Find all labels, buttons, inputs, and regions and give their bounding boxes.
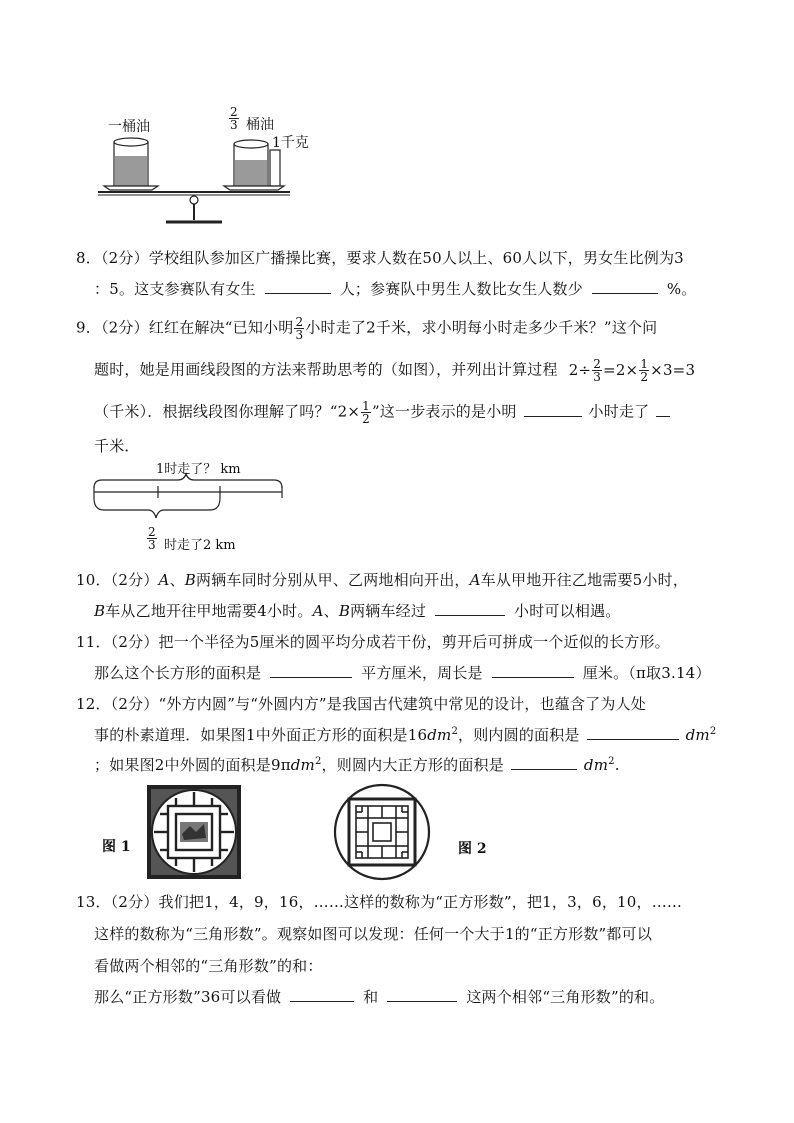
q8-blank-girls	[265, 278, 331, 294]
q10-sep: 、	[169, 571, 185, 589]
scale-figure	[96, 100, 316, 232]
fraction-denominator: 2	[640, 370, 649, 384]
q8-text-a: ：5。这支参赛队有女生	[94, 280, 256, 298]
scale-weight-label: 1千克	[272, 135, 309, 151]
fraction-denominator: 3	[148, 538, 156, 552]
fraction-numerator: 2	[148, 525, 156, 539]
q10-var-b3: B	[338, 602, 351, 620]
q12-period: .	[614, 756, 620, 774]
q11-blank-perimeter	[492, 662, 574, 678]
q9-line3	[94, 400, 670, 425]
segment-bottom-fraction	[147, 526, 157, 551]
fig12-figure-1	[146, 784, 242, 880]
q11-line1: 11．（2分）把一个半径为5厘米的圆平均分成若干份，剪开后可拼成一个近似的长方形。	[76, 633, 670, 651]
q12-line3	[94, 754, 620, 775]
fraction-denominator: 3	[295, 328, 304, 342]
q9-text-a: 9．（2分）红红在解决“已知小明	[76, 318, 294, 337]
q9-formula-c: ×3=3	[650, 360, 696, 379]
q10-var-a3: A	[312, 602, 324, 620]
q12-sq-4: 2	[608, 756, 615, 767]
fraction-numerator: 1	[362, 399, 370, 413]
q9-fraction-two-thirds	[294, 316, 304, 341]
segment-bottom-label: 时走了2 km	[164, 538, 236, 553]
q11-text-a: 那么这个长方形的面积是	[94, 664, 262, 682]
q10-blank-hours	[435, 600, 505, 616]
q10-text-d: 车从乙地开往甲地需要4小时。	[105, 602, 313, 620]
q10-text-a: 10．（2分）	[76, 571, 159, 589]
q9-formula	[568, 357, 696, 384]
fig12-figure-2	[332, 782, 432, 882]
q9-blank-km	[656, 401, 670, 417]
q12-sq-2: 2	[709, 726, 717, 737]
q9-text-b: 小时走了2千米，求小明每小时走多少千米？”这个问	[305, 318, 658, 337]
q13-line4	[94, 986, 664, 1007]
q10-var-b2: B	[94, 602, 106, 620]
q9-text-f: 小时走了	[588, 402, 650, 421]
q11-text-b: 平方厘米，周长是	[361, 664, 483, 682]
scale-right-fraction	[229, 106, 239, 131]
q9-text-c: 题时，她是用画线段图的方法来帮助思考的（如图），并列出计算过程	[94, 360, 558, 379]
q11-blank-area	[270, 662, 352, 678]
fig12-label-2: 图 2	[458, 841, 487, 857]
q12-sq: 2	[451, 726, 459, 737]
q13-blank-second	[387, 986, 457, 1002]
q12-unit: dm	[427, 726, 452, 744]
fraction-numerator: 1	[640, 357, 649, 371]
scale-left-label: 一桶油	[108, 119, 150, 135]
fraction-numerator: 2	[230, 105, 238, 119]
segment-top-label: 1时走了？ km	[156, 462, 241, 477]
fig12-area	[96, 782, 516, 882]
q12-line1: 12．（2分）“外方内圆”与“外圆内方”是我国古代建筑中常见的设计，也蕴含了为人处	[76, 695, 647, 713]
q13-text-a: 那么“正方形数”36可以看做	[94, 988, 282, 1006]
q11-text-c: 厘米。（π取3.14）	[582, 664, 711, 682]
q12-unit-4: dm	[583, 756, 609, 774]
q12-blank-square-area	[511, 754, 577, 770]
q10-text-c: 车从甲地开往乙地需要5小时，	[480, 571, 689, 589]
q12-text-a: 事的朴素道理．如果图1中外面正方形的面积是16	[94, 726, 428, 744]
q9-text-d: （千米）．根据线段图你理解了吗？“2×	[94, 402, 361, 421]
q9-formula-fraction-2	[639, 358, 649, 383]
fig12-label-1: 图 1	[102, 839, 131, 855]
q13-line2: 这样的数称为“三角形数”。观察如图可以发现：任何一个大于1的“正方形数”都可以	[94, 925, 653, 943]
q8-line1: 8．（2分）学校组队参加区广播操比赛，要求人数在50人以上、60人以下，男女生比例为3	[76, 249, 684, 267]
q12-unit-3: dm	[290, 756, 315, 774]
q12-text-b: ，则内圆的面积是	[458, 726, 580, 744]
q13-line1: 13．（2分）我们把1，4，9，16，……这样的数称为“正方形数”，把1，3，6，10，……	[76, 893, 683, 911]
q9-line1	[76, 316, 657, 341]
q9-line2	[94, 358, 695, 383]
q10-var-b: B	[184, 571, 197, 589]
scale-right-label: 桶油	[246, 117, 274, 133]
fraction-numerator: 2	[295, 315, 304, 329]
q10-text-e: 两辆车经过	[350, 602, 427, 620]
fraction-denominator: 3	[230, 118, 238, 132]
q10-text-f: 小时可以相遇。	[514, 602, 621, 620]
q9-formula-b: =2×	[603, 360, 639, 379]
q10-text-b: 两辆车同时分别从甲、乙两地相向开出，	[196, 571, 470, 589]
fraction-denominator: 2	[362, 412, 370, 426]
q12-unit-2: dm	[685, 726, 710, 744]
q9-formula-a: 2÷	[568, 360, 592, 379]
q12-blank-circle-area	[587, 724, 679, 740]
fraction-denominator: 3	[593, 370, 602, 384]
q9-formula-fraction-1	[592, 358, 602, 383]
q13-line3: 看做两个相邻的“三角形数”的和：	[94, 957, 323, 975]
q8-text-b: 人；参赛队中男生人数比女生人数少	[339, 280, 583, 298]
q12-line2	[94, 724, 716, 745]
q13-text-c: 这两个相邻“三角形数”的和。	[466, 988, 665, 1006]
q8-line2	[94, 278, 696, 299]
q12-text-d: ，则圆内大正方形的面积是	[321, 756, 504, 774]
q8-blank-percent	[592, 278, 658, 294]
q9-text-e: ”这一步表示的是小明	[371, 402, 517, 421]
q9-blank-hours	[524, 401, 582, 417]
q8-text-c: %。	[666, 280, 697, 298]
q10-sep2: 、	[323, 602, 339, 620]
q12-text-c: ；如果图2中外圆的面积是9π	[94, 756, 291, 774]
q10-var-a2: A	[469, 571, 481, 589]
q12-sq-3: 2	[314, 756, 322, 767]
segment-figure	[90, 458, 290, 560]
q10-line1	[76, 570, 688, 590]
q13-text-b: 和	[363, 988, 379, 1006]
q11-line2	[94, 662, 711, 683]
q9-line4: 千米．	[94, 437, 140, 455]
q13-blank-first	[290, 986, 354, 1002]
q10-var-a: A	[158, 571, 170, 589]
fraction-numerator: 2	[593, 357, 602, 371]
q10-line2	[94, 600, 620, 621]
q9-fraction-half	[361, 400, 371, 425]
